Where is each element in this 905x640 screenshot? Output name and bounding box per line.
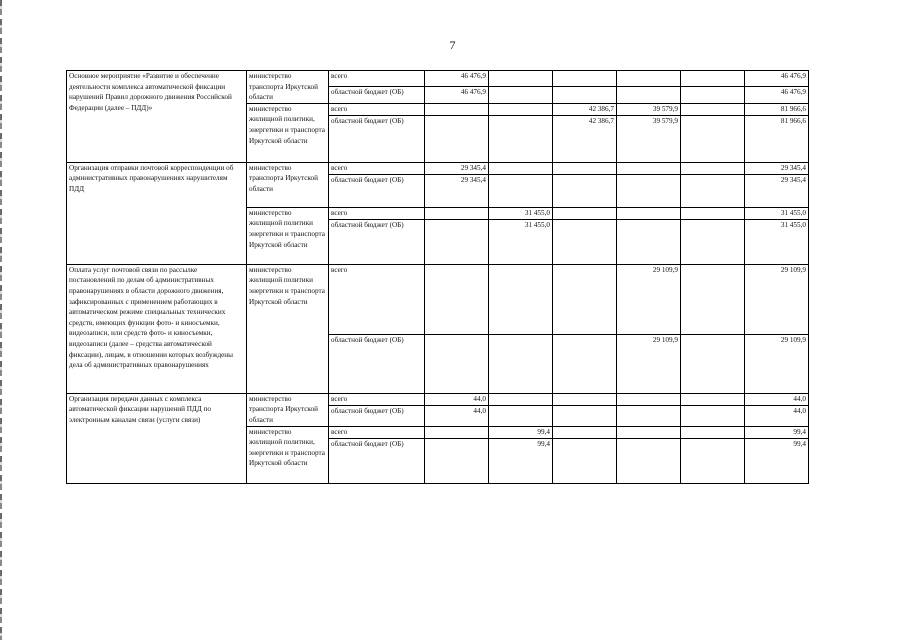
amount-cell	[617, 162, 681, 174]
total-cell: 31 455,0	[745, 219, 809, 264]
amount-cell	[681, 426, 745, 438]
amount-cell	[489, 174, 553, 207]
amount-cell	[681, 103, 745, 115]
amount-cell: 31 455,0	[489, 207, 553, 219]
amount-cell	[553, 426, 617, 438]
amount-cell	[681, 174, 745, 207]
amount-cell: 42 386,7	[553, 103, 617, 115]
total-cell: 29 109,9	[745, 264, 809, 334]
amount-cell	[425, 438, 489, 483]
amount-cell	[489, 393, 553, 406]
table-row	[67, 393, 809, 406]
executor-cell: министерство жилищной политики энергетики и транспорта Иркутской области	[247, 264, 329, 393]
funding-source-cell: всего	[329, 103, 425, 115]
amount-cell: 29 345,4	[425, 174, 489, 207]
amount-cell	[617, 174, 681, 207]
executor-cell: министерство жилищной политики энергетики и транспорта Иркутской области	[247, 207, 329, 264]
funding-source-cell: областной бюджет (ОБ)	[329, 219, 425, 264]
amount-cell	[489, 87, 553, 103]
table-row	[67, 71, 809, 87]
total-cell: 29 345,4	[745, 174, 809, 207]
amount-cell: 99,4	[489, 438, 553, 483]
amount-cell	[553, 406, 617, 426]
amount-cell	[553, 334, 617, 393]
budget-table	[66, 70, 809, 484]
table-row	[67, 264, 809, 334]
funding-source-cell: всего	[329, 71, 425, 87]
amount-cell	[681, 264, 745, 334]
amount-cell	[489, 264, 553, 334]
funding-source-cell: областной бюджет (ОБ)	[329, 334, 425, 393]
amount-cell: 39 579,9	[617, 115, 681, 162]
total-cell: 29 345,4	[745, 162, 809, 174]
amount-cell: 46 476,9	[425, 71, 489, 87]
total-cell: 81 966,6	[745, 115, 809, 162]
funding-source-cell: областной бюджет (ОБ)	[329, 406, 425, 426]
amount-cell	[681, 406, 745, 426]
funding-source-cell: всего	[329, 426, 425, 438]
amount-cell	[425, 426, 489, 438]
amount-cell: 42 386,7	[553, 115, 617, 162]
amount-cell	[617, 393, 681, 406]
executor-cell: министерство жилищной политики, энергетики и транспорта Иркутской области	[247, 426, 329, 483]
amount-cell	[553, 264, 617, 334]
amount-cell: 29 109,9	[617, 334, 681, 393]
amount-cell	[489, 162, 553, 174]
executor-cell: министерство транспорта Иркутской области	[247, 162, 329, 207]
amount-cell	[425, 207, 489, 219]
amount-cell	[681, 87, 745, 103]
amount-cell	[553, 174, 617, 207]
amount-cell	[425, 103, 489, 115]
funding-source-cell: областной бюджет (ОБ)	[329, 115, 425, 162]
amount-cell	[617, 219, 681, 264]
total-cell: 99,4	[745, 426, 809, 438]
amount-cell: 39 579,9	[617, 103, 681, 115]
amount-cell: 44,0	[425, 406, 489, 426]
amount-cell	[489, 406, 553, 426]
scan-edge-artifact	[0, 0, 2, 640]
funding-source-cell: всего	[329, 207, 425, 219]
amount-cell	[681, 393, 745, 406]
amount-cell	[489, 115, 553, 162]
amount-cell	[489, 71, 553, 87]
funding-source-cell: всего	[329, 264, 425, 334]
amount-cell	[681, 438, 745, 483]
total-cell: 99,4	[745, 438, 809, 483]
amount-cell	[553, 87, 617, 103]
executor-cell: министерство транспорта Иркутской области	[247, 71, 329, 104]
amount-cell	[553, 438, 617, 483]
executor-cell: министерство транспорта Иркутской области	[247, 393, 329, 426]
total-cell: 46 476,9	[745, 87, 809, 103]
amount-cell: 31 455,0	[489, 219, 553, 264]
amount-cell	[681, 71, 745, 87]
amount-cell	[617, 207, 681, 219]
activity-cell: Организация передачи данных с комплекса автоматической фиксации нарушений ПДД по электронным каналам связи (услуги связи)	[67, 393, 247, 483]
amount-cell	[681, 207, 745, 219]
amount-cell	[425, 334, 489, 393]
funding-source-cell: всего	[329, 393, 425, 406]
total-cell: 44,0	[745, 406, 809, 426]
amount-cell: 44,0	[425, 393, 489, 406]
budget-table-body	[67, 71, 809, 484]
activity-cell: Основное мероприятие «Развитие и обеспечение деятельности комплекса автоматической фиксации нарушений Правил дорожного движения Российской Федерации (далее – ПДД)»	[67, 71, 247, 163]
amount-cell	[681, 219, 745, 264]
amount-cell	[425, 219, 489, 264]
amount-cell: 29 345,4	[425, 162, 489, 174]
amount-cell: 29 109,9	[617, 264, 681, 334]
amount-cell	[617, 426, 681, 438]
amount-cell	[681, 115, 745, 162]
total-cell: 81 966,6	[745, 103, 809, 115]
amount-cell: 99,4	[489, 426, 553, 438]
amount-cell	[489, 334, 553, 393]
amount-cell	[617, 71, 681, 87]
amount-cell	[553, 393, 617, 406]
funding-source-cell: областной бюджет (ОБ)	[329, 174, 425, 207]
table-row	[67, 162, 809, 174]
amount-cell	[681, 162, 745, 174]
amount-cell	[681, 334, 745, 393]
amount-cell	[617, 406, 681, 426]
amount-cell	[489, 103, 553, 115]
amount-cell: 46 476,9	[425, 87, 489, 103]
total-cell: 44,0	[745, 393, 809, 406]
page-number: 7	[449, 38, 456, 52]
amount-cell	[425, 264, 489, 334]
total-cell: 29 109,9	[745, 334, 809, 393]
total-cell: 31 455,0	[745, 207, 809, 219]
activity-cell: Оплата услуг почтовой связи по рассылке постановлений по делам об административных правонарушениях в области дорожного движения, зафиксированных с применением работающих в автоматическом режиме специальных технических средств, имеющих функции фото- и киносъемки, видеозаписи, или средств фото- и киносъемки, видеозаписи (далее – средства автоматической фиксации), лицам, в отношении которых возбуждены дела об административных правонарушениях	[67, 264, 247, 393]
amount-cell	[553, 219, 617, 264]
funding-source-cell: областной бюджет (ОБ)	[329, 438, 425, 483]
executor-cell: министерство жилищной политики, энергетики и транспорта Иркутской области	[247, 103, 329, 162]
funding-source-cell: областной бюджет (ОБ)	[329, 87, 425, 103]
total-cell: 46 476,9	[745, 71, 809, 87]
amount-cell	[425, 115, 489, 162]
amount-cell	[553, 71, 617, 87]
amount-cell	[553, 207, 617, 219]
amount-cell	[553, 162, 617, 174]
amount-cell	[617, 438, 681, 483]
activity-cell: Организация отправки почтовой корреспонденции об административных правонарушениях нарушителям ПДД	[67, 162, 247, 264]
funding-source-cell: всего	[329, 162, 425, 174]
amount-cell	[617, 87, 681, 103]
